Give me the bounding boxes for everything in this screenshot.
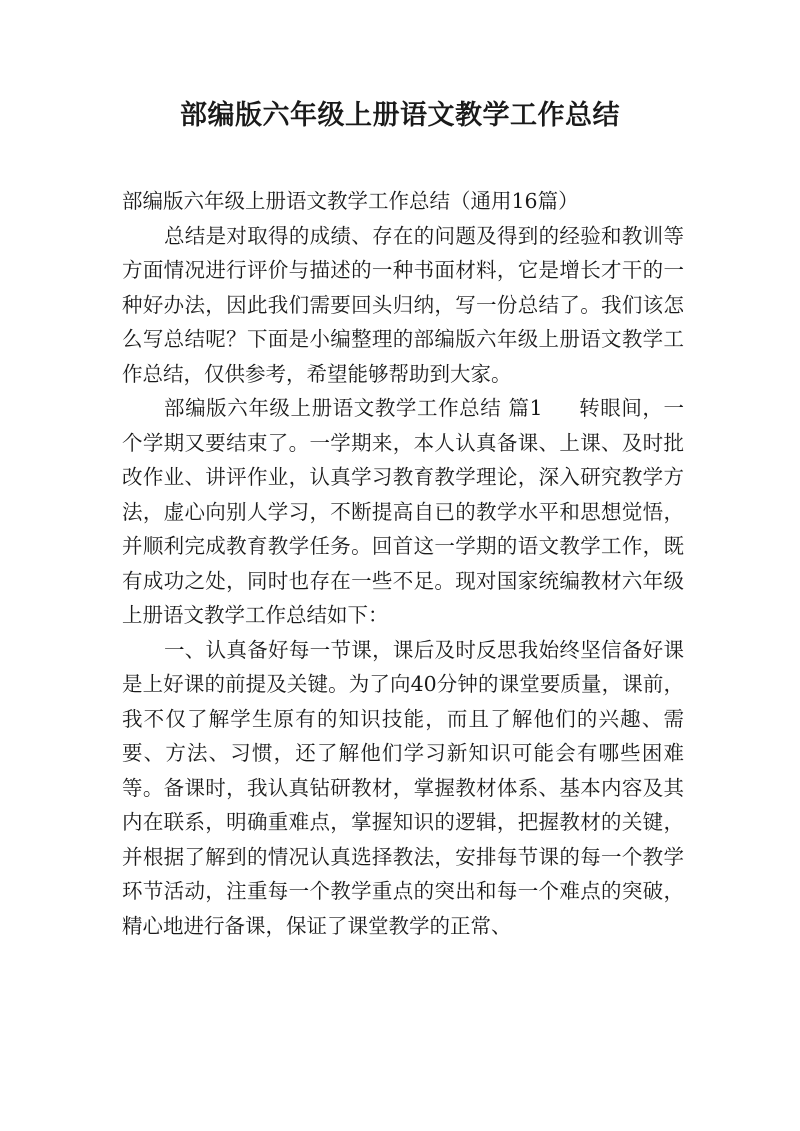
subtitle-paragraph: 部编版六年级上册语文教学工作总结（通用16篇） xyxy=(122,189,579,213)
section-1-paragraph xyxy=(122,391,684,633)
document-title: 部编版六年级上册语文教学工作总结 xyxy=(180,100,620,131)
intro-paragraph: 总结是对取得的成绩、存在的问题及得到的经验和教训等方面情况进行评价与描述的一种书面材料，它是增长才干的一种好办法，因此我们需要回头归纳，写一份总结了。我们该怎么写总结呢？下面是小编整理的部编版六年级上册语文教学工作总结，仅供参考，希望能够帮助到大家。 xyxy=(122,223,684,386)
point-1-paragraph: 一、认真备好每一节课，课后及时反思我始终坚信备好课是上好课的前提及关键。为了向40分钟的课堂要质量，课前，我不仅了解学生原有的知识技能，而且了解他们的兴趣、需要、方法、习惯，还了解他们学习新知识可能会有哪些困难等。备课时，我认真钻研教材，掌握教材体系、基本内容及其内在联系，明确重难点，掌握知识的逻辑，把握教材的关键，并根据了解到的情况认真选择教法，安排每节课的每一个教学环节活动，注重每一个教学重点的突出和每一个难点的突破，精心地进行备课，保证了课堂教学的正常、 xyxy=(122,637,684,938)
document-body xyxy=(122,184,684,943)
section-1-text: 转眼间，一个学期又要结束了。一学期来，本人认真备课、上课、及时批改作业、讲评作业，认真学习教育教学理论，深入研究教学方法，虚心向别人学习，不断提高自已的教学水平和思想觉悟，并顺利完成教育教学任务。回首这一学期的语文教学工作，既有成功之处，同时也存在一些不足。现对国家统编教材六年级上册语文教学工作总结如下： xyxy=(122,396,684,627)
section-1-heading: 部编版六年级上册语文教学工作总结 篇1 xyxy=(164,396,543,420)
